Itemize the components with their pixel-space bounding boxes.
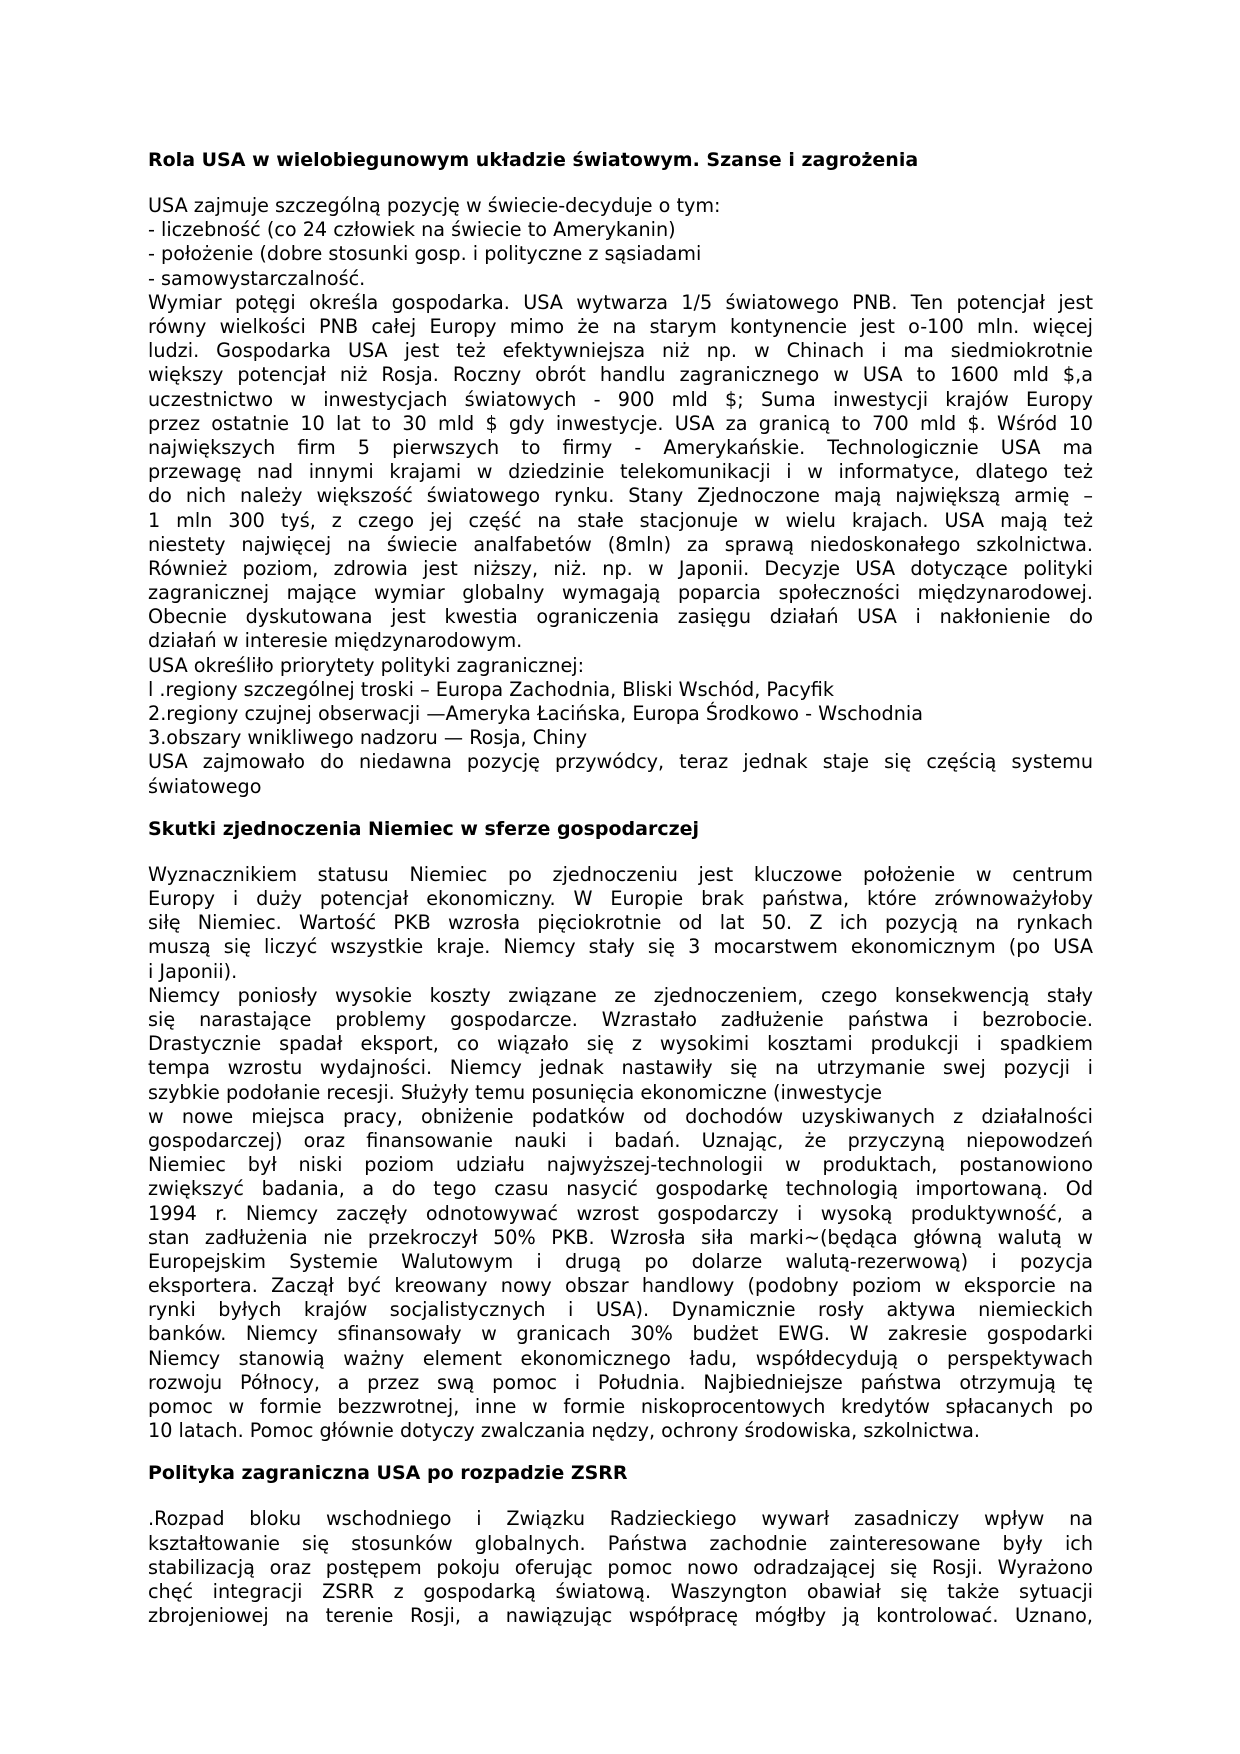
paragraph-line: - liczebność (co 24 człowiek na świecie to Amerykanin) (148, 218, 676, 242)
paragraph-line: stabilizacją oraz postępem pokoju oferując pomoc nowo odradzającej się Rosji. Wyrażono (148, 1555, 1093, 1579)
section-title: Polityka zagraniczna USA po rozpadzie ZSRR (148, 1462, 628, 1485)
paragraph-line: niestety najwięcej na świecie analfabetów (8mln) za sprawą niedoskonałego szkolnictwa. (148, 532, 1093, 556)
paragraph-line: chęć integracji ZSRR z gospodarką światową. Waszyngton obawiał się także sytuacji (148, 1579, 1093, 1603)
paragraph-line: rynki byłych krajów socjalistycznych i USA). Dynamicznie rosły aktywa niemieckich (148, 1298, 1093, 1322)
paragraph-line: uczestnictwo w inwestycjach światowych - 900 mld $; Suma inwestycji krajów Europy (148, 387, 1093, 411)
paragraph-line: Wyznacznikiem statusu Niemiec po zjednoczeniu jest kluczowe położenie w centrum (148, 862, 1093, 886)
paragraph-line: 3.obszary wnikliwego nadzoru — Rosja, Chiny (148, 726, 588, 750)
paragraph-line: USA określiło priorytety polityki zagranicznej: (148, 653, 585, 677)
paragraph-line: - położenie (dobre stosunki gosp. i polityczne z sąsiadami (148, 242, 702, 266)
paragraph-line: tempa wzrostu wydajności. Niemcy jednak nastawiły się na utrzymanie swej pozycji i (148, 1056, 1093, 1080)
paragraph-line: - samowystarczalność. (148, 266, 366, 290)
paragraph-line: Również poziom, zdrowia jest niższy, niż. np. w Japonii. Decyzje USA dotyczące polityki (148, 556, 1093, 580)
section-title: Rola USA w wielobiegunowym układzie światowym. Szanse i zagrożenia (148, 149, 919, 171)
paragraph-line: zagranicznej mające wymiar globalny wymagają poparcia społeczności międzynarodowej. (148, 581, 1093, 605)
paragraph-line: większy potencjał niż Rosja. Roczny obrót handlu zagranicznego w USA to 1600 mld $,a (148, 363, 1093, 387)
paragraph-line: USA zajmuje szczególną pozycję w świecie-decyduje o tym: (148, 194, 721, 217)
paragraph-line: światowego (148, 774, 262, 798)
section-2 (148, 817, 1093, 1444)
paragraph-line: stan zadłużenia nie przekroczył 50% PKB. Wzrosła siła marki~(będąca główną walutą w (148, 1225, 1093, 1249)
paragraph-line: 1 mln 300 tyś, z czego jej część na stałe stacjonuje w wielu krajach. USA mają też (148, 508, 1093, 532)
paragraph-line: Obecnie dyskutowana jest kwestia ograniczenia zasięgu działań USA i nakłonienie do (148, 605, 1093, 629)
paragraph-line: największych firm 5 pierwszych to firmy - Amerykańskie. Technologicznie USA ma (148, 435, 1093, 459)
paragraph-line: Europy i duży potencjał ekonomiczny. W Europie brak państwa, które zrównoważyłoby (148, 887, 1093, 911)
paragraph-line: i Japonii). (148, 959, 238, 983)
paragraph-line: ludzi. Gospodarka USA jest też efektywniejsza niż np. w Chinach i ma siedmiokrotnie (148, 339, 1093, 363)
paragraph-line: l .regiony szczególnej troski – Europa Zachodnia, Bliski Wschód, Pacyfik (148, 677, 834, 701)
paragraph-line: 1994 r. Niemcy zaczęły odnotowywać wzrost gospodarczy i wysoką produktywność, a (148, 1201, 1093, 1225)
paragraph-line: 10 latach. Pomoc głównie dotyczy zwalczania nędzy, ochrony środowiska, szkolnictwa. (148, 1419, 981, 1443)
paragraph-line: równy wielkości PNB całej Europy mimo że na starym kontynencie jest o-100 mln. więcej (148, 315, 1093, 338)
paragraph-line: działań w interesie międzynarodowym. (148, 629, 523, 653)
paragraph-line: Europejskim Systemie Walutowym i drugą po dolarze walutą-rezerwową) i pozycja (148, 1249, 1093, 1273)
paragraph-line: gospodarczej) oraz finansowanie nauki i badań. Uznając, że przyczyną niepowodzeń (148, 1128, 1093, 1152)
paragraph-line: przewagę nad innymi krajami w dziedzinie telekomunikacji i w informatyce, dlatego też (148, 460, 1093, 484)
paragraph-line: kształtowanie się stosunków globalnych. Państwa zachodnie zainteresowane były ich (148, 1531, 1093, 1555)
paragraph-line: USA zajmowało do niedawna pozycję przywódcy, teraz jednak staje się częścią systemu (148, 750, 1093, 774)
paragraph-line: Niemiec był niski poziom udziału najwyższej-technologii w produktach, postanowiono (148, 1153, 1093, 1177)
paragraph-line: Wymiar potęgi określa gospodarka. USA wytwarza 1/5 światowego PNB. Ten potencjał jest (148, 290, 1093, 314)
paragraph-line: Niemcy stanowią ważny element ekonomicznego ładu, współdecydują o perspektywach (148, 1346, 1093, 1370)
paragraph-line: siłę Niemiec. Wartość PKB wzrosła pięciokrotnie od lat 50. Z ich pozycją na rynkach (148, 911, 1093, 935)
paragraph-line: zwiększyć badania, a do tego czasu nasycić gospodarkę technologią importowaną. Od (148, 1177, 1093, 1201)
paragraph-line: 2.regiony czujnej obserwacji —Ameryka Łacińska, Europa Środkowo - Wschodnia (148, 702, 923, 726)
paragraph-line: się narastające problemy gospodarcze. Wzrastało zadłużenie państwa i bezrobocie. (148, 1007, 1093, 1031)
paragraph-line: Drastycznie spadał eksport, co wiązało się z wysokimi kosztami produkcji i spadkiem (148, 1032, 1093, 1056)
paragraph-line: do nich należy większość światowego rynku. Stany Zjednoczone mają największą armię – (148, 484, 1093, 508)
paragraph-line: przez ostatnie 10 lat to 30 mld $ gdy inwestycje. USA za granicą to 700 mld $. Wśród 10 (148, 411, 1093, 435)
paragraph-line: banków. Niemcy sfinansowały w granicach 30% budżet EWG. W zakresie gospodarki (148, 1322, 1093, 1346)
paragraph-line: .Rozpad bloku wschodniego i Związku Radzieckiego wywarł zasadniczy wpływ na (148, 1507, 1093, 1531)
section-3 (148, 1461, 1093, 1628)
paragraph-line: Niemcy poniosły wysokie koszty związane ze zjednoczeniem, czego konsekwencją stały (148, 983, 1093, 1007)
paragraph-line: szybkie podołanie recesji. Służyły temu posunięcia ekonomiczne (inwestycje (148, 1080, 883, 1104)
section-title: Skutki zjednoczenia Niemiec w sferze gospodarczej (148, 817, 700, 840)
paragraph-line: muszą się liczyć wszystkie kraje. Niemcy stały się 3 mocarstwem ekonomicznym (po USA (148, 935, 1093, 959)
paragraph-line: eksportera. Zaczął być kreowany nowy obszar handlowy (podobny poziom w eksporcie na (148, 1274, 1093, 1298)
paragraph-line: pomoc w formie bezzwrotnej, inne w formie niskoprocentowych kredytów spłacanych po (148, 1395, 1093, 1418)
paragraph-line: zbrojeniowej na terenie Rosji, a nawiązując współpracę mógłby ją kontrolować. Uznano, (148, 1604, 1093, 1628)
paragraph-line: rozwoju Północy, a przez swą pomoc i Południa. Najbiedniejsze państwa otrzymują tę (148, 1370, 1093, 1394)
section-1 (148, 148, 1093, 799)
paragraph-line: w nowe miejsca pracy, obniżenie podatków od dochodów uzyskiwanych z działalności (148, 1104, 1093, 1128)
document-body (148, 148, 1093, 1646)
